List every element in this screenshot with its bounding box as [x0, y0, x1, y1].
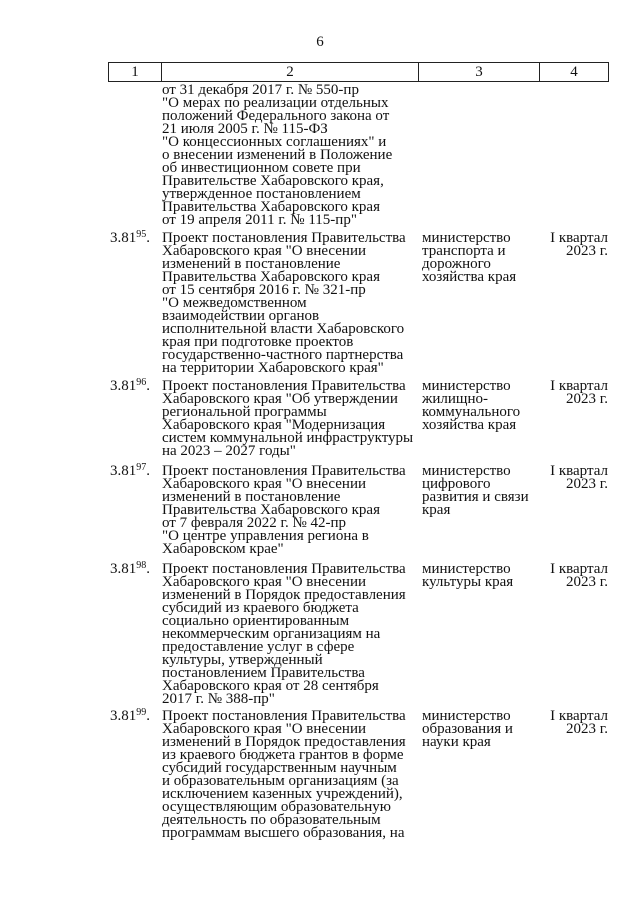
item-number: 3.81$^{95}$.: [110, 229, 150, 246]
header-col-1: 1: [109, 63, 162, 82]
item-description: Проект постановления Правительства Хабаровского края "Об утверждении региональной программы Хабаровского края "Модернизация систем коммунальной инфраструктуры на 2023 – 2027 годы": [162, 378, 414, 459]
item-responsible: министерство транспорта и дорожного хозяйства края: [422, 230, 517, 285]
item-deadline: I квартал 2023 г.: [550, 378, 608, 407]
item-description: Проект постановления Правительства Хабаровского края "О внесении изменений в Порядок предоставления субсидий из краевого бюджета социально ориентированным некоммерческим организациям на предоставление услуг в сфере культуры, утвержденный постановлением Правительства Хабаровского края от 28 сентября 2017 г. № 388-пр": [162, 561, 406, 707]
item-responsible: министерство образования и науки края: [422, 708, 513, 750]
header-col-2: 2: [162, 63, 419, 82]
item-deadline: I квартал 2023 г.: [550, 561, 608, 590]
item-description: Проект постановления Правительства Хабаровского края "О внесении изменений в Порядок предоставления из краевого бюджета грантов в форме субсидий государственным научным и образовательным организациям (за исключением казенных учреждений), осуществляющим образовательную деятельность по образовательным программам высшего образования, на: [162, 708, 406, 841]
item-responsible: министерство цифрового развития и связи края: [422, 463, 529, 518]
item-deadline: I квартал 2023 г.: [550, 230, 608, 259]
item-number: 3.81$^{99}$.: [110, 707, 150, 724]
item-responsible: министерство жилищно- коммунального хозяйства края: [422, 378, 521, 433]
header-col-3: 3: [419, 63, 540, 82]
item-responsible: министерство культуры края: [422, 561, 514, 590]
item-description: Проект постановления Правительства Хабаровского края "О внесении изменений в постановление Правительства Хабаровского края от 15 сентября 2016 г. № 321-пр "О межведомственном взаимодействии органов исполнительной власти Хабаровского края при подготовке проектов государственно-частного партнерства на территории Хабаровского края": [162, 230, 406, 376]
item-deadline: I квартал 2023 г.: [550, 463, 608, 492]
item-description: Проект постановления Правительства Хабаровского края "О внесении изменений в постановление Правительства Хабаровского края от 7 февраля 2022 г. № 42-пр "О центре управления региона в Хабаровском крае": [162, 463, 406, 557]
item-number: 3.81$^{96}$.: [110, 377, 150, 394]
header-col-4: 4: [540, 63, 609, 82]
table-header: [108, 62, 609, 82]
page-number: 6: [316, 34, 324, 50]
item-deadline: I квартал 2023 г.: [550, 708, 608, 737]
item-number: 3.81$^{98}$.: [110, 560, 150, 577]
continuation-text: от 31 декабря 2017 г. № 550-пр "О мерах по реализации отдельных положений Федерального закона от 21 июля 2005 г. № 115-ФЗ "О концессионных соглашениях" и о внесении изменений в Положение об инвестиционном совете при Правительстве Хабаровского края, утвержденное постановлением Правительства Хабаровского края от 19 апреля 2011 г. № 115-пр": [162, 82, 393, 228]
item-number: 3.81$^{97}$.: [110, 462, 150, 479]
